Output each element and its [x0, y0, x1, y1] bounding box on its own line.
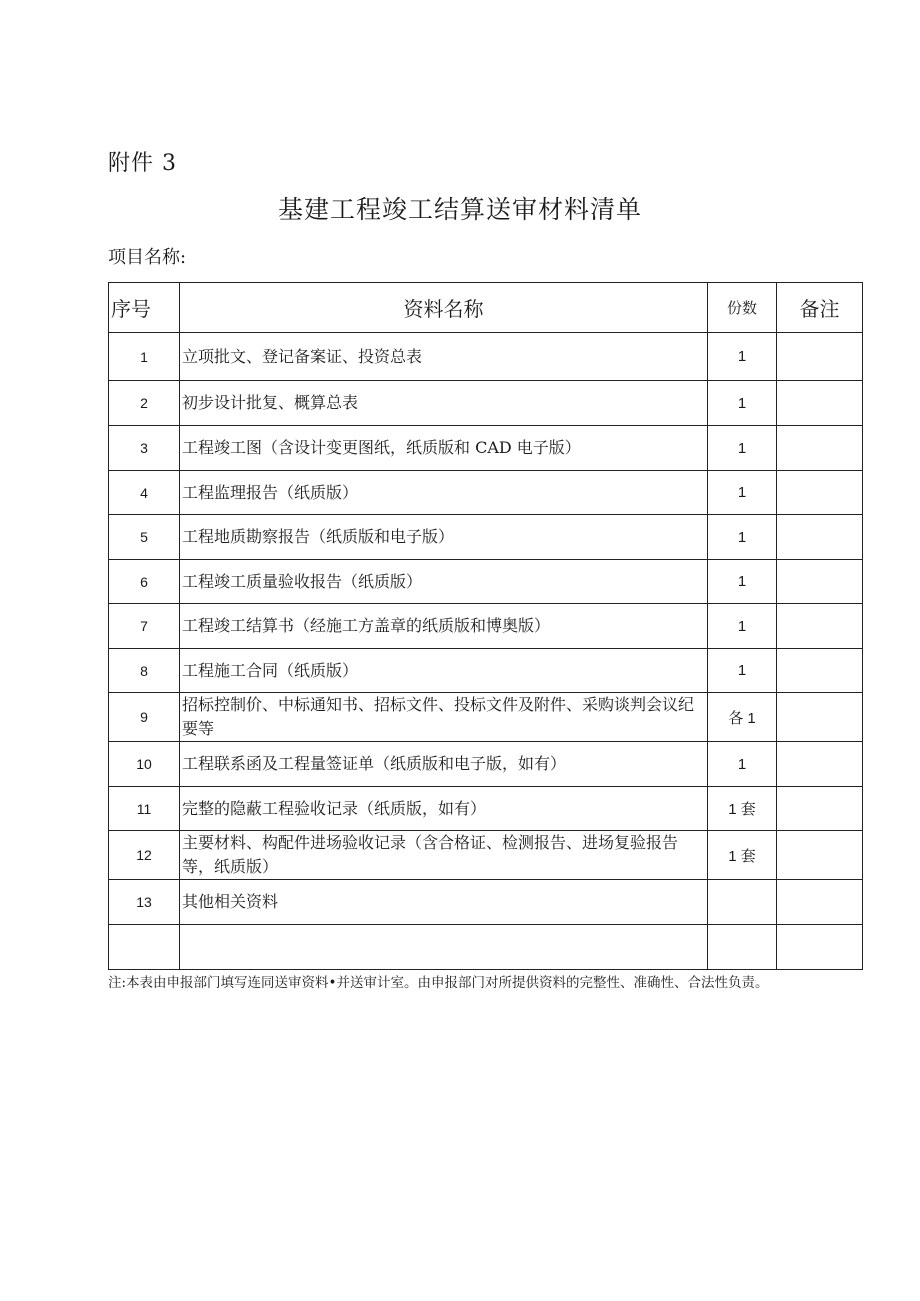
row-seq: 9	[109, 693, 180, 742]
row-count: 1 套	[708, 787, 777, 831]
document-title: 基建工程竣工结算送审材料清单	[277, 195, 642, 224]
row-name: 工程竣工结算书（经施工方盖章的纸质版和博奥版）	[180, 604, 708, 649]
row-name: 工程联系函及工程量签证单（纸质版和电子版，如有）	[180, 742, 708, 787]
row-name: 工程施工合同（纸质版）	[180, 649, 708, 693]
row-seq: 7	[109, 604, 180, 649]
header-remark: 备注	[777, 283, 863, 333]
row-seq: 8	[109, 649, 180, 693]
table-row	[109, 649, 863, 693]
row-remark	[777, 604, 863, 649]
table-row	[109, 333, 863, 381]
table-row	[109, 880, 863, 925]
row-remark	[777, 426, 863, 471]
project-name-label: 项目名称:	[108, 247, 187, 268]
row-count: 各 1	[708, 693, 777, 742]
table-row	[109, 693, 863, 742]
row-count	[708, 880, 777, 925]
footnote: 注:本表由申报部门填写连同送审资料•并送审计室。由申报部门对所提供资料的完整性、准确性、合法性负责。	[108, 975, 769, 991]
table-row	[109, 604, 863, 649]
row-count: 1	[708, 604, 777, 649]
row-remark	[777, 649, 863, 693]
table-row	[109, 426, 863, 471]
row-count: 1	[708, 381, 777, 426]
row-seq: 3	[109, 426, 180, 471]
table-row	[109, 560, 863, 604]
row-remark	[777, 515, 863, 560]
row-remark	[777, 333, 863, 381]
row-seq: 4	[109, 471, 180, 515]
row-count: 1	[708, 742, 777, 787]
row-count: 1	[708, 560, 777, 604]
materials-table	[108, 282, 863, 970]
row-name	[180, 925, 708, 970]
row-seq: 2	[109, 381, 180, 426]
row-count: 1	[708, 515, 777, 560]
table-row	[109, 787, 863, 831]
row-remark	[777, 831, 863, 880]
row-seq	[109, 925, 180, 970]
row-name: 其他相关资料	[180, 880, 708, 925]
row-seq: 5	[109, 515, 180, 560]
row-name: 工程监理报告（纸质版）	[180, 471, 708, 515]
row-remark	[777, 471, 863, 515]
table-row	[109, 742, 863, 787]
row-remark	[777, 742, 863, 787]
row-seq: 10	[109, 742, 180, 787]
row-name: 工程竣工图（含设计变更图纸，纸质版和 CAD 电子版）	[180, 426, 708, 471]
row-remark	[777, 925, 863, 970]
row-remark	[777, 693, 863, 742]
header-name: 资料名称	[180, 283, 708, 333]
attachment-label: 附件 3	[108, 151, 177, 176]
row-count: 1	[708, 471, 777, 515]
row-name: 初步设计批复、概算总表	[180, 381, 708, 426]
row-seq: 13	[109, 880, 180, 925]
row-seq: 11	[109, 787, 180, 831]
row-count: 1 套	[708, 831, 777, 880]
row-seq: 12	[109, 831, 180, 880]
row-count: 1	[708, 333, 777, 381]
row-name: 主要材料、构配件进场验收记录（含合格证、检测报告、进场复验报告等，纸质版）	[180, 831, 708, 880]
row-remark	[777, 560, 863, 604]
row-seq: 1	[109, 333, 180, 381]
table-row	[109, 925, 863, 970]
row-remark	[777, 787, 863, 831]
row-count: 1	[708, 426, 777, 471]
table-header-row	[109, 283, 863, 333]
row-remark	[777, 880, 863, 925]
header-count: 份数	[708, 283, 777, 333]
row-name: 招标控制价、中标通知书、招标文件、投标文件及附件、采购谈判会议纪要等	[180, 693, 708, 742]
row-seq: 6	[109, 560, 180, 604]
header-seq: 序号	[109, 283, 180, 333]
table-row	[109, 831, 863, 880]
row-count: 1	[708, 649, 777, 693]
row-count	[708, 925, 777, 970]
row-remark	[777, 381, 863, 426]
table-row	[109, 515, 863, 560]
row-name: 工程地质勘察报告（纸质版和电子版）	[180, 515, 708, 560]
table-row	[109, 471, 863, 515]
row-name: 立项批文、登记备案证、投资总表	[180, 333, 708, 381]
row-name: 工程竣工质量验收报告（纸质版）	[180, 560, 708, 604]
table-row	[109, 381, 863, 426]
row-name: 完整的隐蔽工程验收记录（纸质版，如有）	[180, 787, 708, 831]
